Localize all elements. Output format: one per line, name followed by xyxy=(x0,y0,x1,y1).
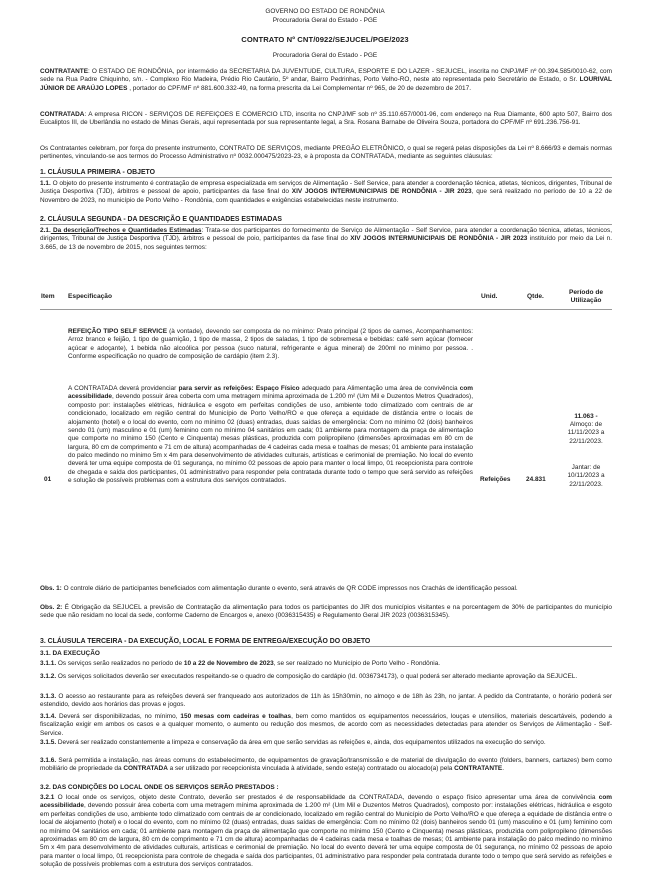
section-3-2-title: 3.2. DAS CONDIÇÕES DO LOCAL ONDE OS SERVIÇOS SERÃO PRESTADOS : xyxy=(40,784,279,791)
row-period-dinner: Jantar: de 10/11/2023 a 22/11/2023. xyxy=(567,464,605,488)
clause-3-1-1: 3.1.1. Os serviços serão realizados no período de 10 a 22 de Novembro de 2023, se ser realizado no Município de Porto Velho - Rondônia. xyxy=(40,660,441,667)
clause-3-1-6: 3.1.6. Será permitida a instalação, nas áreas comuns do estabelecimento, de equipamentos de gravação/transmissão e de material de divulgação do evento (folders, banners, cartazes) bem como mobiliário de propriedade da CONTRATADA a ser utilizado por recepcionista vinculada à atividade, sendo este(a) contratado ou alocado(a) pela CONTRATANTE. xyxy=(40,757,612,773)
contratante-label: CONTRATANTE xyxy=(40,68,89,75)
contract-title: CONTRATO Nº CNT/0922/SEJUCEL/PGE/2023 xyxy=(241,35,409,44)
observation-2: Obs. 2: É Obrigação da SEJUCEL a previsão de Contratação da alimentação para todos os participantes do JIR dos municípios visitantes e na porcentagem de 30% de participantes do município sede que não residam no local da sede, conforme Caderno de Encargos e, anexo (0036315435) e Regulamento Geral JIR 2023 (0036315345). xyxy=(40,604,613,620)
col-header-unit: Unid. xyxy=(481,293,498,300)
clause-2-1: 2.1. Da descrição/Trechos e Quantidades Estimadas: Trata-se dos participantes do fornecimento de Serviço de Alimentação - Self Service, para atender a coordenação técnica, atletas, técnicos, dirigentes, Tribunal de Justiça Desportiva (TJD), árbitros e pessoal de poio, participantes da fase final do XIV JOGOS INTERMUNICIPAIS DE RONDÔNIA - JIR 2023 instituído por meio da Lei n. 3.665, de 13 de novembro de 2015, nos seguintes termos: xyxy=(40,227,612,251)
secretary-name: LOURIVAL JÚNIOR DE ARAÚJO LOPES xyxy=(40,76,612,92)
contratante-paragraph: CONTRATANTE: O ESTADO DE RONDÔNIA, por intermédio da SECRETARIA DA JUVENTUDE, CULTURA, ESPORTE E DO LAZER - SEJUCEL, inscrita no CNPJ/MF nº 00.394.585/0010-62, com sede na Rua Padre Chiquinho, s/n. - Complexo Rio Madeira, Prédio Rio Cautário, 5º andar, Bairro Pedrinhas, Porto Velho-RO, neste ato representada pelo Secretário de Estado, o Sr. LOURIVAL JÚNIOR DE ARAÚJO LOPES , portador do CPF/MF nº 881.600.332-49, na forma prescrita da Lei Complementar nº 965, de 20 de dezembro de 2017. xyxy=(40,68,612,92)
spec-paragraph-1: REFEIÇÃO TIPO SELF SERVICE (à vontade), devendo ser composta de no mínimo: Prato principal (2 tipos de carnes, Acompanhamentos: Arroz branco e feijão, 1 tipo de guarnição, 1 tipo de massa, 2 tipos de saladas, 1 tipo de sobremesa e bebidas: café sem açúcar (fornecer açúcar e adoçante), 1 bebida não alcoólica por pessoa (suco natural, refrigerante e água mineral) de 200ml no mínimo por pessoa. . Conforme especificação no quadro de composição de cardápio (item 2.3). xyxy=(68,328,474,361)
clause-3-1-5: 3.1.5. Deverá ser realizado constantemente a limpeza e conservação da área em que serão servidas as refeições e, ainda, dos equipamentos utilizados na execução do serviço. xyxy=(40,739,546,746)
row-period-lunch: Almoço: de 11/11/2023 a 22/11/2023. xyxy=(567,421,605,445)
intro-paragraph: Os Contratantes celebram, por força do presente instrumento, CONTRATO DE SERVIÇOS, mediante PREGÃO ELETRÔNICO, o qual se regerá pelas disposições da Lei nº 8.666/93 e demais normas pertinentes, vinculando-se aos termos do Processo Administrativo nº 0032.000475/2023-23, e à proposta da CONTRATADA, mediante as seguintes cláusulas: xyxy=(40,145,612,161)
col-header-qty: Qtde. xyxy=(527,293,544,300)
contratada-paragraph: CONTRATADA: A empresa RICON - SERVIÇOS DE REFEIÇOES E COMERCIO LTD, inscrita no CNPJ/MF sob nº 35.110.657/0001-96, com endereço na Rua Diamante, 600 apto 507, Bairro dos Eucaliptos III, de Uberlândia no estado de Minas Gerais, aqui representada por sua representante legal, a Sra. Rosana Barnabe de Oliveira Souza, portadora do CPF/MF nº 691.236.756-91. xyxy=(40,111,612,127)
clause-3-title: 3. CLÁUSULA TERCEIRA - DA EXECUÇÃO, LOCAL E FORMA DE ENTREGA/EXECUÇÃO DO OBJETO xyxy=(40,638,371,645)
agency-name: Procuradoria Geral do Estado - PGE xyxy=(272,17,378,24)
observation-1: Obs. 1: O controle diário de participantes beneficiados com alimentação durante o evento, será através de QR CODE impressos nos Crachás de identificação pessoal. xyxy=(40,585,518,592)
col-header-item: Item xyxy=(41,293,55,300)
row-unit: Refeições xyxy=(480,476,511,483)
clause-1-title: 1. CLÁUSULA PRIMEIRA - OBJETO xyxy=(40,169,155,176)
col-header-period: Período de Utilização xyxy=(568,289,604,305)
spec-paragraph-2: A CONTRATADA deverá providenciar para servir as refeições: Espaço Físico adequado para Alimentação uma área de convivência com acessibilidade, devendo possuir área coberta com uma metragem mínima aproximada de 1.200 m² (Um Mil e Duzentos Metros Quadrados), composto por: instalações elétricas, hidráulica e esgoto em perfeitas condições de uso, ambiente todo climatizado com centrais de ar condicionado, localizado em região central do Município de Porto Velho/RO e que ofereça a equidade de distância entre o locais de alojamento (hotel) e o local do evento, com no mínimo 02 (duas) entradas, duas saídas de emergência: Com no mínimo 02 (dois) banheiros sendo 01 (um) masculino e 01 (um) feminino com no mínimo 04 sanitários em cada; 01 ambiente para montagem da praça de alimentação que comporte no mínimo 150 (Cento e Cinquenta) mesas plásticas, produzida com polipropileno (dimensões aproximadas em 80 cm de largura, 80 cm de comprimento e 71 cm de altura) acompanhadas de 4 cadeiras cada mesa e toalhas de mesas; 01 ambiente para instalação do palco medindo no mínimo 5m x 4m para desenvolvimento de atividades culturais, artísticas e cerimonial de premiação. No local do evento deverá ter uma equipe composta de 01 segurança, no mínimo 02 pessoas de apoio para manter o local limpo, 01 recepcionista para controle de chegada e saída dos participantes, 01 administrativo para responder pela contratada durante todo o tempo que será servido as refeições e solução de possíveis problemas com a estrutura dos serviços contratados. xyxy=(68,385,473,485)
col-header-spec: Especificação xyxy=(68,293,112,300)
clause-3-2-1: 3.2.1 O local onde os serviços, objeto deste Contrato, deverão ser prestados é de responsabilidade da CONTRATADA, devendo o espaço físico apresentar uma área de convivência com acessibilidade, devendo possuir área coberta com uma metragem mínima aproximada de 1.200 m² (Um Mil e Duzentos Metros Quadrados), composto por: instalações elétricas, hidráulica e esgoto em perfeitas condições de uso, ambiente todo climatizado com centrais de ar condicionado, localizado em região central do Município de Porto Velho/RO e que ofereça a equidade de distância entre o local de alojamento (hotel) e o local do evento, com no mínimo 02 (duas) entradas, duas saídas de emergência: Com no mínimo 02 (dois) banheiros sendo 01 (um) masculino e 01 (um) feminino com no mínimo 04 sanitários em cada; 01 ambiente para montagem da praça de alimentação que comporte no mínimo 150 (Cento e Cinquenta) mesas plásticas, produzida com polipropileno (dimensões aproximadas em 80 cm de largura, 80 cm de comprimento e 71 cm de altura) acompanhadas de 4 cadeiras cada mesa e toalhas de mesas; 01 ambiente para instalação do palco medindo no mínimo 5m x 4m para desenvolvimento de atividades culturais, artísticas e cerimonial de premiação. No local do evento deverá ter uma equipe composta de 01 segurança, no mínimo 02 pessoas de apoio para manter o local limpo, 01 recepcionista para controle de chegada e saída dos participantes, 01 administrativo para responder pela contratada durante todo o tempo que será servido as refeições e solução de possíveis problemas com a estrutura dos serviços contratados. xyxy=(40,794,612,868)
contratada-label: CONTRATADA xyxy=(40,111,85,118)
clause-3-1-4: 3.1.4. Deverá ser disponibilizadas, no mínimo, 150 mesas com cadeiras e toalhas, bem como mantidos os equipamentos necessários, louças e utensílios, materiais descartáveis, podendo a fiscalização exigir em ambos os casos e a qualquer momento, o aumento ou redução dos mesmos, de acordo com as necessidades detectadas para atender os Serviços de Alimentação - Self-Service. xyxy=(40,713,612,737)
row-quantity: 24.831 xyxy=(526,476,546,483)
divider xyxy=(40,646,612,647)
state-name: GOVERNO DO ESTADO DE RONDÔNIA xyxy=(265,8,385,15)
clause-2-title: 2. CLÁUSULA SEGUNDA - DA DESCRIÇÃO E QUANTIDADES ESTIMADAS xyxy=(40,216,282,223)
divider xyxy=(40,177,612,178)
section-3-1-title: 3.1. DA EXECUÇÃO xyxy=(40,650,100,657)
row-period-quantity: 11.063 - xyxy=(574,413,598,420)
table-header-rule xyxy=(40,309,612,310)
row-item-number: 01 xyxy=(44,476,52,483)
clause-3-1-2: 3.1.2. Os serviços solicitados deverão ser executados respeitando-se o quadro de composição do cardápio (Id. 0036734173), o qual poderá ser alterado mediante aprovação da SEJUCEL. xyxy=(40,673,578,680)
clause-3-1-3: 3.1.3. O acesso ao restaurante para as refeições deverá ser franqueado aos autorizados de 11h às 15h30min, no almoço e de 18h às 23h, no jantar. A pedido da Contratante, o horário poderá ser estendido, devido aos horários das provas e jogos. xyxy=(40,693,612,709)
clause-1-1: 1.1. O objeto do presente instrumento é contratação de empresa especializada em serviços de Alimentação - Self Service, para atender a coordenação técnica, atletas, técnicos, dirigentes, Tribunal de Justiça Desportiva (TJD), árbitros e pessoal de apoio, participantes da fase final do XIV JOGOS INTERMUNICIPAIS DE RONDÔNIA - JIR 2023, que será realizado no período de 10 a 22 de Novembro de 2023, no município de Porto Velho - Rondônia, com quantidades e exigências estabelecidas neste instrumento. xyxy=(40,180,612,204)
agency-subtitle: Procuradoria Geral do Estado - PGE xyxy=(272,52,378,59)
divider xyxy=(40,224,612,225)
